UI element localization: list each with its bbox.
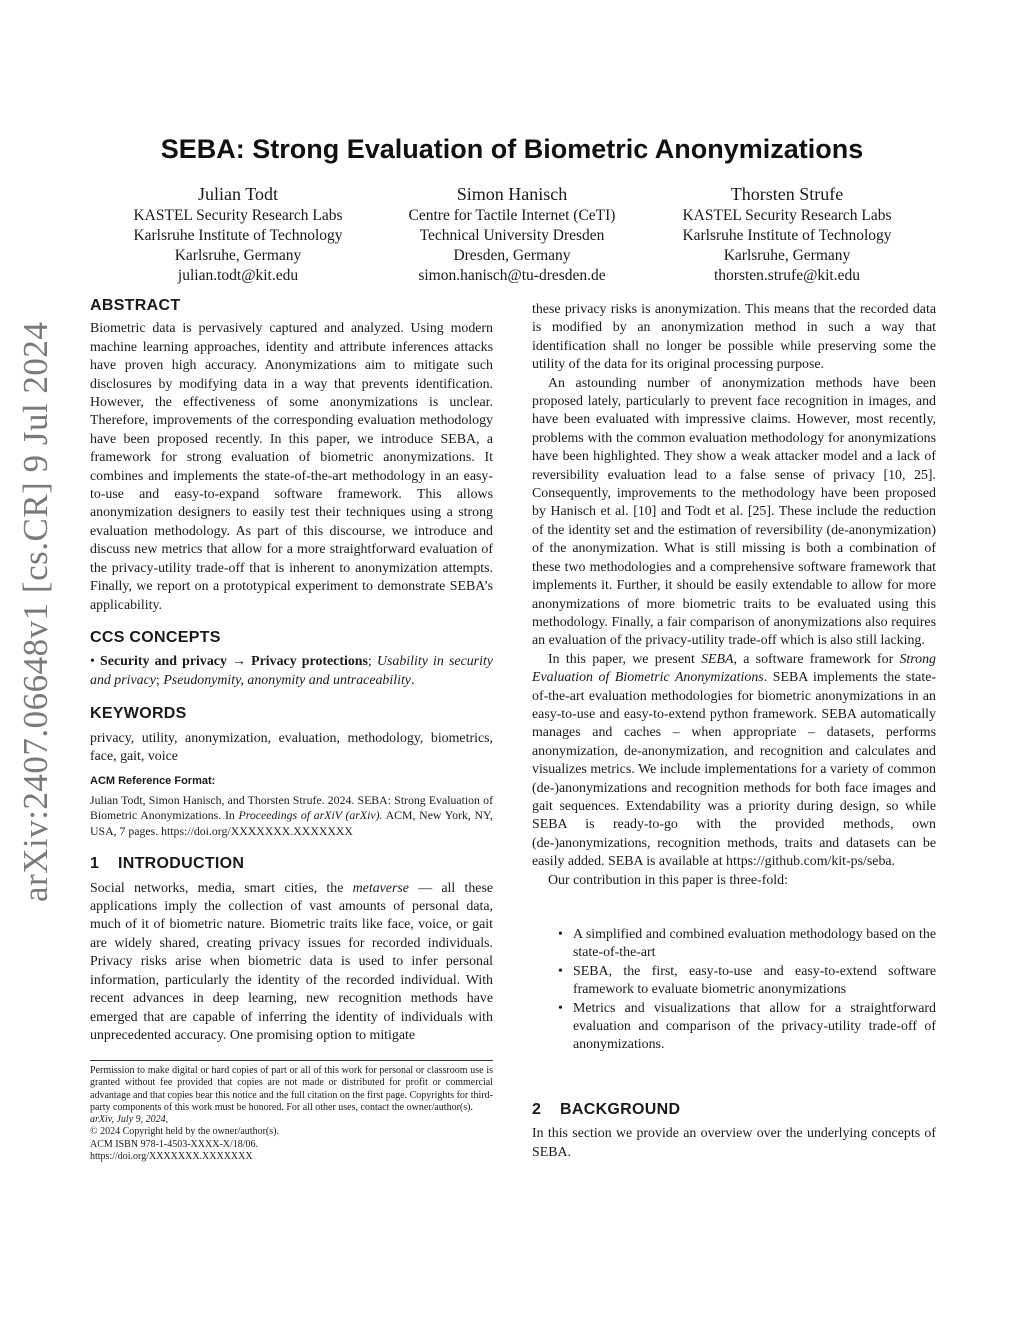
paragraph-italic: Strong Evaluation of Biometric Anonymizations	[532, 651, 936, 686]
ccs-concept: Privacy protections	[251, 654, 368, 670]
author-location: Dresden, Germany	[453, 247, 571, 264]
author-name: Simon Hanisch	[456, 184, 568, 204]
ccs-end: .	[410, 672, 415, 688]
list-item-text: A simplified and combined evaluation methodology based on the state-of-the-art	[573, 927, 936, 961]
intro-italic: metaverse	[352, 880, 409, 896]
arxiv-side-identifier: arXiv:2407.06648v1 [cs.CR] 9 Jul 2024	[16, 321, 55, 902]
keywords-text: privacy, utility, anonymization, evaluation, methodology, biometrics, face, gait, voice	[90, 730, 493, 764]
paragraph: Our contribution in this paper is three-fold:	[548, 872, 788, 888]
abstract-heading: ABSTRACT	[90, 297, 181, 314]
author-affiliation: Technical University Dresden	[419, 227, 605, 244]
paragraph-part: , a software framework for	[733, 651, 900, 667]
ccs-text	[90, 653, 493, 690]
paragraph-italic: SEBA	[701, 651, 734, 667]
ccs-concept: Usability in security and privacy	[90, 654, 493, 688]
paragraph	[532, 651, 936, 872]
ccs-concept: Pseudonymity, anonymity and untraceability	[163, 672, 411, 688]
paper-title: SEBA: Strong Evaluation of Biometric Anonymizations	[160, 134, 864, 164]
footnote	[90, 1065, 493, 1163]
doi-line: https://doi.org/XXXXXXX.XXXXXXX	[90, 1151, 253, 1163]
copyright-line: © 2024 Copyright held by the owner/author(s).	[90, 1126, 279, 1138]
ccs-concept: Security and privacy	[100, 654, 227, 670]
left-column	[90, 297, 493, 1045]
acm-reference-text	[90, 793, 493, 840]
acm-reference-part: Julian Todt, Simon Hanisch, and Thorsten Strufe. 2024. SEBA: Strong Evaluation of Biometric Anonymizations. In	[90, 792, 493, 823]
author-name: Thorsten Strufe	[730, 184, 844, 204]
author-block	[88, 183, 388, 286]
ccs-arrow: →	[226, 654, 252, 670]
author-email: thorsten.strufe@kit.edu	[714, 267, 860, 284]
author-affiliation: Centre for Tactile Internet (CeTI)	[408, 207, 616, 224]
ccs-separator: ;	[155, 672, 164, 688]
paragraph-part: In this paper, we present	[548, 651, 702, 667]
contribution-list	[532, 926, 936, 1055]
list-item	[532, 1000, 936, 1055]
ccs-bullet: •	[90, 654, 95, 670]
author-email: julian.todt@kit.edu	[177, 267, 299, 284]
introduction-text	[90, 880, 493, 1046]
ccs-separator: ;	[367, 654, 377, 670]
list-item	[532, 926, 936, 963]
list-item-text: SEBA, the first, easy-to-use and easy-to-extend software framework to evaluate biometric anonymizations	[573, 963, 936, 998]
footnote-rule	[90, 1060, 493, 1061]
introduction-heading	[90, 855, 493, 873]
background-text: In this section we provide an overview over the underlying concepts of SEBA.	[532, 1126, 936, 1160]
abstract-text: Biometric data is pervasively captured and analyzed. Using modern machine learning approaches, identity and attribute inferences attacks have proven high accuracy. Anonymizations aim to mitigate such disclosures by modifying data in a way that prevents identification. However, the effectiveness of some anonymizations is unclear. Therefore, improvements of the corresponding evaluation methodology have been proposed recently. In this paper, we introduce SEBA, a framework for strong evaluation of biometric anonymizations. It combines and implements the state-of-the-art methodology in an easy-to-use and easy-to-expand software framework. This allows anonymization designers to easily test their techniques using a strong evaluation methodology. As part of this discourse, we introduce and discuss new metrics that allow for a more straightforward evaluation of the privacy-utility trade-off that is inherent to anonymization attempts. Finally, we report on a prototypical experiment to demonstrate SEBA’s applicability.	[90, 321, 493, 613]
bullet: •	[558, 1000, 563, 1016]
section-title: BACKGROUND	[560, 1100, 681, 1118]
author-block	[637, 183, 937, 286]
acm-reference-part: ACM, New York, NY, USA, 7 pages. https://doi.org/XXXXXXX.XXXXXXX	[90, 808, 493, 838]
acm-reference-venue: Proceedings of arXiV (arXiv).	[238, 808, 383, 823]
paragraph: these privacy risks is anonymization. This means that the recorded data is modified by an anonymization method in such a way that identification shall no longer be possible while preserving some the utility of the data for its original processing purpose.	[532, 302, 936, 373]
acm-reference-heading: ACM Reference Format:	[90, 775, 216, 788]
paragraph: An astounding number of anonymization methods have been proposed lately, particularly to prevent face recognition in images, and have been evaluated with impressive claims. However, most recently, problems with the common evaluation methodology for anonymizations have been highlighted. They show a weak attacker model and a lack of reversibility evaluation lead to a false sense of privacy [10, 25]. Consequently, improvements to the methodology have been proposed by Hanisch et al. [10] and Todt et al. [25]. These include the reduction of the identity set and the estimation of reversibility (de-anonymization) of the anonymization. What is still missing is both a combination of these two methodologies and a comprehensive software framework that implements it. Further, it should be easily extendable to allow for more anonymizations of more biometric traits to be evaluated using this methodology. Finally, a fair comparison of anonymizations also requires an evaluation of the privacy-utility trade-off which is also still lacking.	[532, 375, 936, 649]
author-affiliation: Karlsruhe Institute of Technology	[682, 227, 892, 244]
author-affiliation: KASTEL Security Research Labs	[682, 207, 892, 224]
list-item-text: Metrics and visualizations that allow for a straightforward evaluation and comparison of the privacy-utility trade-off of anonymizations.	[573, 1000, 936, 1053]
section-title: INTRODUCTION	[118, 855, 245, 873]
paragraph-part: . SEBA implements the state-of-the-art evaluation methodologies for biometric anonymizations in an easy-to-use and easy-to-extend python framework. SEBA automatically manages and caches – when appropriate – datasets, performs anonymization, de-anonymization, and recognition and calculates and visualizes metrics. We include implementations for a variety of common (de-)anonymizations and recognition methods for both face images and gait sequences. Extendability was a priority during design, so while SEBA is ready-to-go with the provided methods, own (de-)anonymizations, recognition methods, traits and datasets can be easily added. SEBA is available at https://github.com/kit-ps/seba.	[532, 670, 937, 870]
list-item	[532, 963, 936, 1000]
author-affiliation: Karlsruhe Institute of Technology	[133, 227, 343, 244]
bullet: •	[558, 963, 563, 979]
background-heading	[532, 1101, 936, 1119]
section-number: 1	[90, 855, 100, 873]
keywords-heading: KEYWORDS	[90, 705, 187, 723]
author-affiliation: KASTEL Security Research Labs	[133, 207, 343, 224]
right-column	[532, 301, 936, 1162]
section-number: 2	[532, 1100, 542, 1118]
author-location: Karlsruhe, Germany	[174, 247, 302, 264]
bullet: •	[558, 927, 563, 942]
author-block	[362, 183, 662, 286]
ccs-heading: CCS CONCEPTS	[90, 628, 221, 646]
venue-line: arXiv, July 9, 2024,	[90, 1114, 169, 1126]
author-location: Karlsruhe, Germany	[723, 247, 851, 264]
intro-part: — all these applications imply the collection of vast amounts of personal data, much of it of biometric nature. Biometric traits like face, voice, or gait are widely shared, creating privacy issues for recorded individuals. Privacy risks arise when biometric data is used to infer personal information, particularly the identity of the recorded individual. With recent advances in deep learning, new recognition methods have emerged that are capable of inferring the identity of individuals with unprecedented accuracy. One promising option to mitigate	[90, 880, 494, 1043]
intro-part: Social networks, media, smart cities, the	[90, 880, 353, 896]
isbn-line: ACM ISBN 978-1-4503-XXXX-X/18/06.	[90, 1138, 259, 1150]
permission-notice: Permission to make digital or hard copies of part or all of this work for personal or classroom use is granted without fee provided that copies are not made or distributed for profit or commercial advantage and that copies bear this notice and the full citation on the first page. Copyrights for third-party components of this work must be honored. For all other uses, contact the owner/author(s).	[90, 1065, 493, 1113]
author-email: simon.hanisch@tu-dresden.de	[418, 267, 606, 284]
author-name: Julian Todt	[198, 184, 278, 204]
